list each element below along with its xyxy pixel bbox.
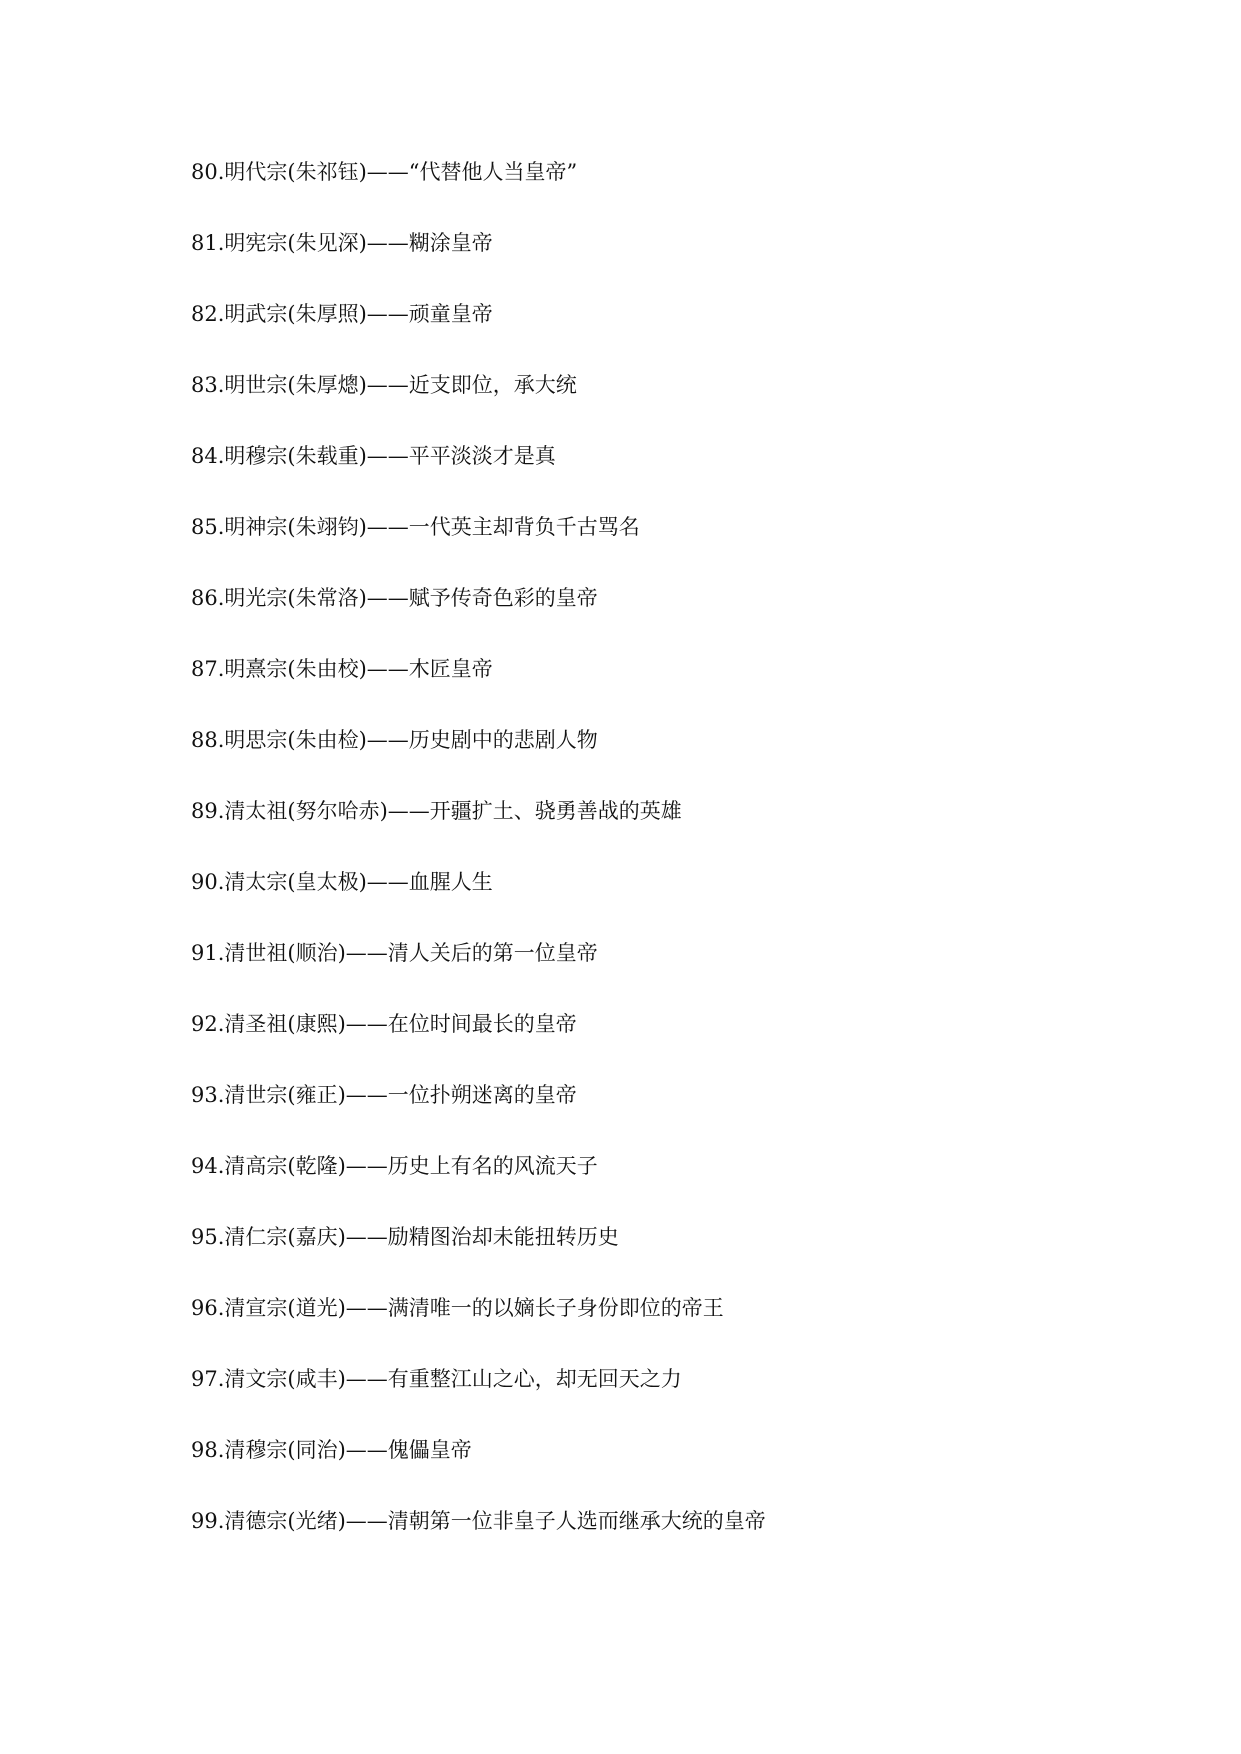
emperor-list	[191, 160, 766, 1580]
list-item: 84.明穆宗(朱载重)——平平淡淡才是真	[191, 444, 556, 468]
list-item: 92.清圣祖(康熙)——在位时间最长的皇帝	[191, 1012, 577, 1036]
list-item: 95.清仁宗(嘉庆)——励精图治却未能扭转历史	[191, 1225, 619, 1249]
list-item: 86.明光宗(朱常洛)——赋予传奇色彩的皇帝	[191, 586, 598, 610]
list-item: 98.清穆宗(同治)——傀儡皇帝	[191, 1438, 472, 1462]
list-item: 80.明代宗(朱祁钰)——“代替他人当皇帝”	[191, 160, 578, 184]
list-item: 99.清德宗(光绪)——清朝第一位非皇子人选而继承大统的皇帝	[191, 1509, 766, 1533]
list-item: 93.清世宗(雍正)——一位扑朔迷离的皇帝	[191, 1083, 577, 1107]
list-item: 89.清太祖(努尔哈赤)——开疆扩土、骁勇善战的英雄	[191, 799, 682, 823]
list-item: 82.明武宗(朱厚照)——顽童皇帝	[191, 302, 493, 326]
list-item: 87.明熹宗(朱由校)——木匠皇帝	[191, 657, 493, 681]
list-item: 88.明思宗(朱由检)——历史剧中的悲剧人物	[191, 728, 598, 752]
list-item: 97.清文宗(咸丰)——有重整江山之心，却无回天之力	[191, 1367, 682, 1391]
list-item: 90.清太宗(皇太极)——血腥人生	[191, 870, 493, 894]
list-item: 94.清高宗(乾隆)——历史上有名的风流天子	[191, 1154, 598, 1178]
list-item: 83.明世宗(朱厚熜)——近支即位，承大统	[191, 373, 577, 397]
list-item: 96.清宣宗(道光)——满清唯一的以嫡长子身份即位的帝王	[191, 1296, 724, 1320]
list-item: 91.清世祖(顺治)——清人关后的第一位皇帝	[191, 941, 598, 965]
list-item: 85.明神宗(朱翊钧)——一代英主却背负千古骂名	[191, 515, 640, 539]
list-item: 81.明宪宗(朱见深)——糊涂皇帝	[191, 231, 493, 255]
